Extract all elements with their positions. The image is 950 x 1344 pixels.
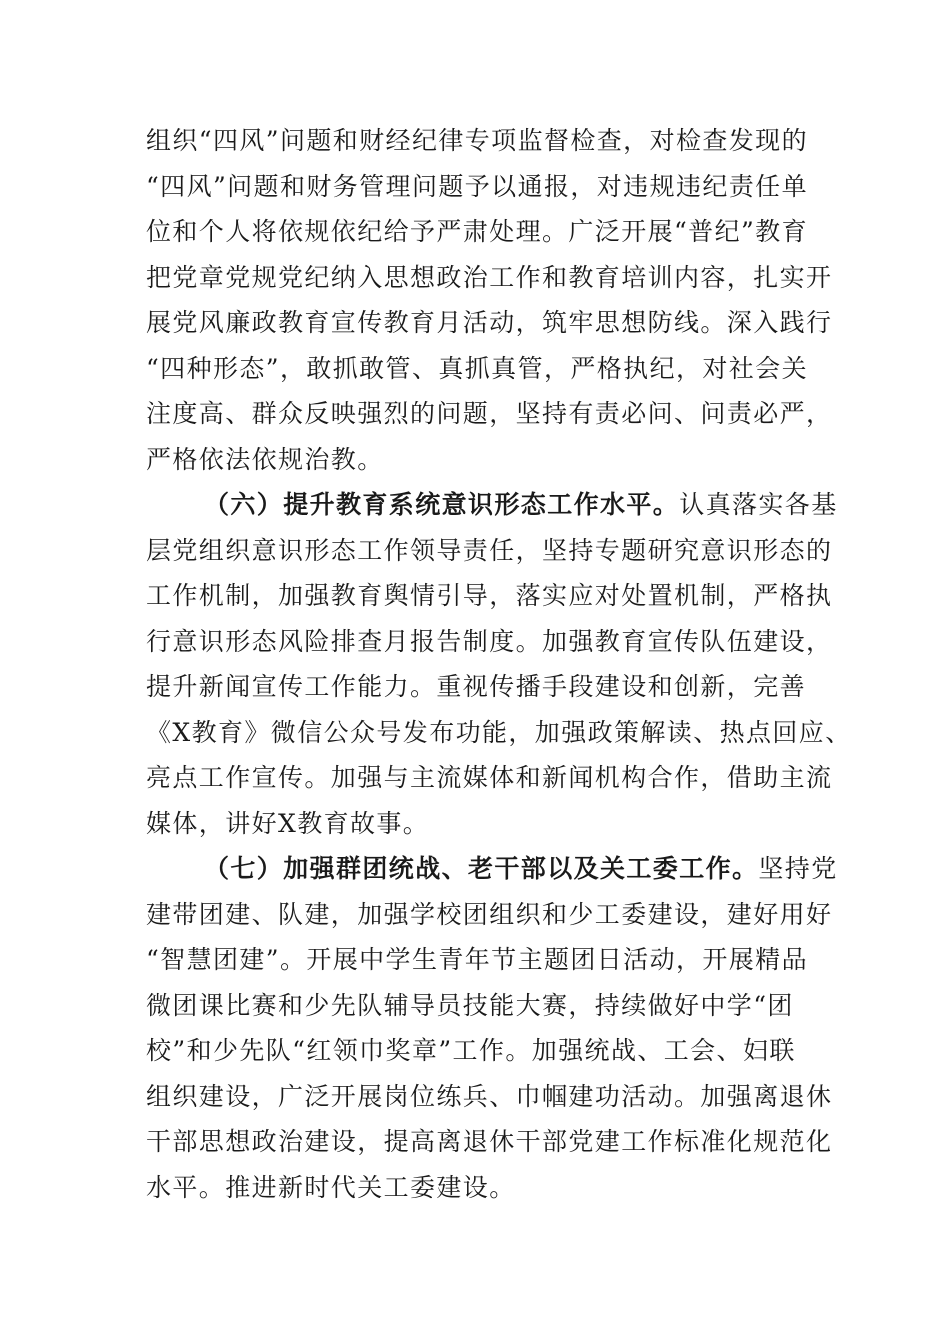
text-line: 水平。推进新时代关工委建设。 <box>146 1172 516 1202</box>
text-line: 组织建设，广泛开展岗位练兵、巾帼建功活动。加强离退休 <box>146 1081 833 1111</box>
text-line: 把党章党规党纪纳入思想政治工作和教育培训内容，扎实开 <box>146 262 833 292</box>
text-line: 行意识形态风险排查月报告制度。加强教育宣传队伍建设， <box>146 626 833 656</box>
text-line: 组织“四风”问题和财经纪律专项监督检查，对检查发现的 <box>146 126 808 155</box>
section-7-paragraph <box>146 846 838 1210</box>
text-line: 媒体，讲好X教育故事。 <box>146 808 430 838</box>
paragraph-continuation <box>146 118 833 482</box>
text-line: 提升新闻宣传工作能力。重视传播手段建设和创新，完善 <box>146 672 807 701</box>
section-6-heading: （六）提升教育系统意识形态工作水平。 <box>204 490 680 519</box>
text-line: 层党组织意识形态工作领导责任，坚持专题研究意识形态的 <box>146 535 833 565</box>
text-line: “四种形态”，敢抓敢管、真抓真管，严格执纪，对社会关 <box>146 353 808 383</box>
text-line: 建带团建、队建，加强学校团组织和少工委建设，建好用好 <box>146 899 833 929</box>
text-line: “智慧团建”。开展中学生青年节主题团日活动，开展精品 <box>146 945 808 974</box>
section-6-first-line-text: 认真落实各基 <box>679 490 838 519</box>
section-6-first-line <box>146 482 838 528</box>
text-line: 校”和少先队“红领巾奖章”工作。加强统战、工会、妇联 <box>146 1036 796 1065</box>
text-line: 严格依法依规治教。 <box>146 444 384 474</box>
section-7-heading: （七）加强群团统战、老干部以及关工委工作。 <box>204 854 759 883</box>
section-6-paragraph <box>146 482 852 846</box>
text-line: 展党风廉政教育宣传教育月活动，筑牢思想防线。深入践行 <box>146 308 833 337</box>
text-line: “四风”问题和财务管理问题予以通报，对违规违纪责任单 <box>146 171 808 201</box>
text-line: 注度高、群众反映强烈的问题，坚持有责必问、问责必严， <box>146 399 833 428</box>
text-line: 干部思想政治建设，提高离退休干部党建工作标准化规范化 <box>146 1127 833 1156</box>
document-body <box>146 118 852 1210</box>
section-7-first-line <box>146 846 838 892</box>
section-7-first-line-text: 坚持党 <box>758 854 838 883</box>
text-line: 亮点工作宣传。加强与主流媒体和新闻机构合作，借助主流 <box>146 763 833 792</box>
text-line: 《X教育》微信公众号发布功能，加强政策解读、热点回应、 <box>146 717 852 747</box>
text-line: 位和个人将依规依纪给予严肃处理。广泛开展“普纪”教育 <box>146 217 808 246</box>
text-line: 工作机制，加强教育舆情引导，落实应对处置机制，严格执 <box>146 581 833 610</box>
text-line: 微团课比赛和少先队辅导员技能大赛，持续做好中学“团 <box>146 990 794 1020</box>
